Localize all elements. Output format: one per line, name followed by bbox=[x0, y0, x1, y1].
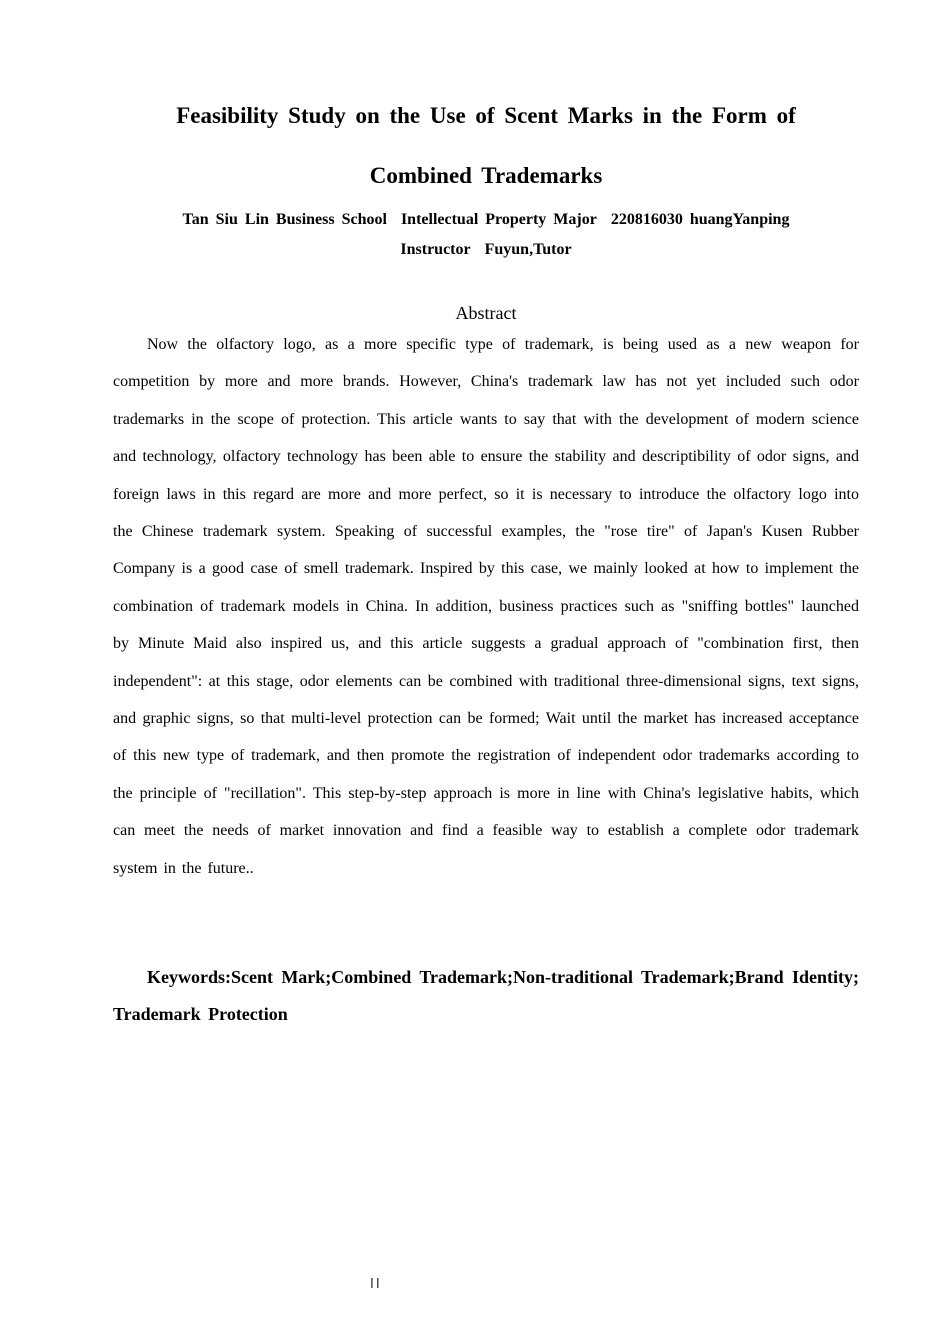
abstract-body: Now the olfactory logo, as a more specific type of trademark, is being used as a new weapon for competition by more and more brands. However, China's trademark law has not yet included such odor trademarks in the scope of protection. This article wants to say that with the development of modern science and technology, olfactory technology has been able to ensure the stability and descriptibility of odor signs, and foreign laws in this regard are more and more perfect, so it is necessary to introduce the olfactory logo into the Chinese trademark system. Speaking of successful examples, the "rose tire" of Japan's Kusen Rubber Company is a good case of smell trademark. Inspired by this case, we mainly looked at how to implement the combination of trademark models in China. In addition, business practices such as "sniffing bottles" launched by Minute Maid also inspired us, and this article suggests a gradual approach of "combination first, then independent": at this stage, odor elements can be combined with traditional three-dimensional signs, text signs, and graphic signs, so that multi-level protection can be formed; Wait until the market has increased acceptance of this new type of trademark, and then promote the registration of independent odor trademarks according to the principle of "recillation". This step-by-step approach is more in line with China's legislative habits, which can meet the needs of market innovation and find a feasible way to establish a complete odor trademark system in the future.. bbox=[113, 336, 859, 877]
instructor-label: Instructor bbox=[400, 241, 471, 258]
page-number: II bbox=[370, 1277, 382, 1292]
instructor-name: Fuyun,Tutor bbox=[484, 241, 572, 258]
paper-title-line-1: Feasibility Study on the Use of Scent Marks in the Form of bbox=[176, 103, 796, 128]
author-major: Intellectual Property Major bbox=[400, 211, 597, 228]
abstract-heading: Abstract bbox=[455, 303, 517, 323]
keywords-line: Keywords:Scent Mark;Combined Trademark;Non-traditional Trademark;Brand Identity; Trademark Protection bbox=[113, 967, 859, 1024]
author-byline bbox=[113, 209, 859, 231]
author-name: Tan Siu Lin Business School bbox=[182, 211, 387, 228]
paper-title-line-2: Combined Trademarks bbox=[369, 163, 603, 188]
student-id-name: 220816030 huangYanping bbox=[610, 211, 790, 228]
instructor-byline bbox=[113, 239, 859, 261]
